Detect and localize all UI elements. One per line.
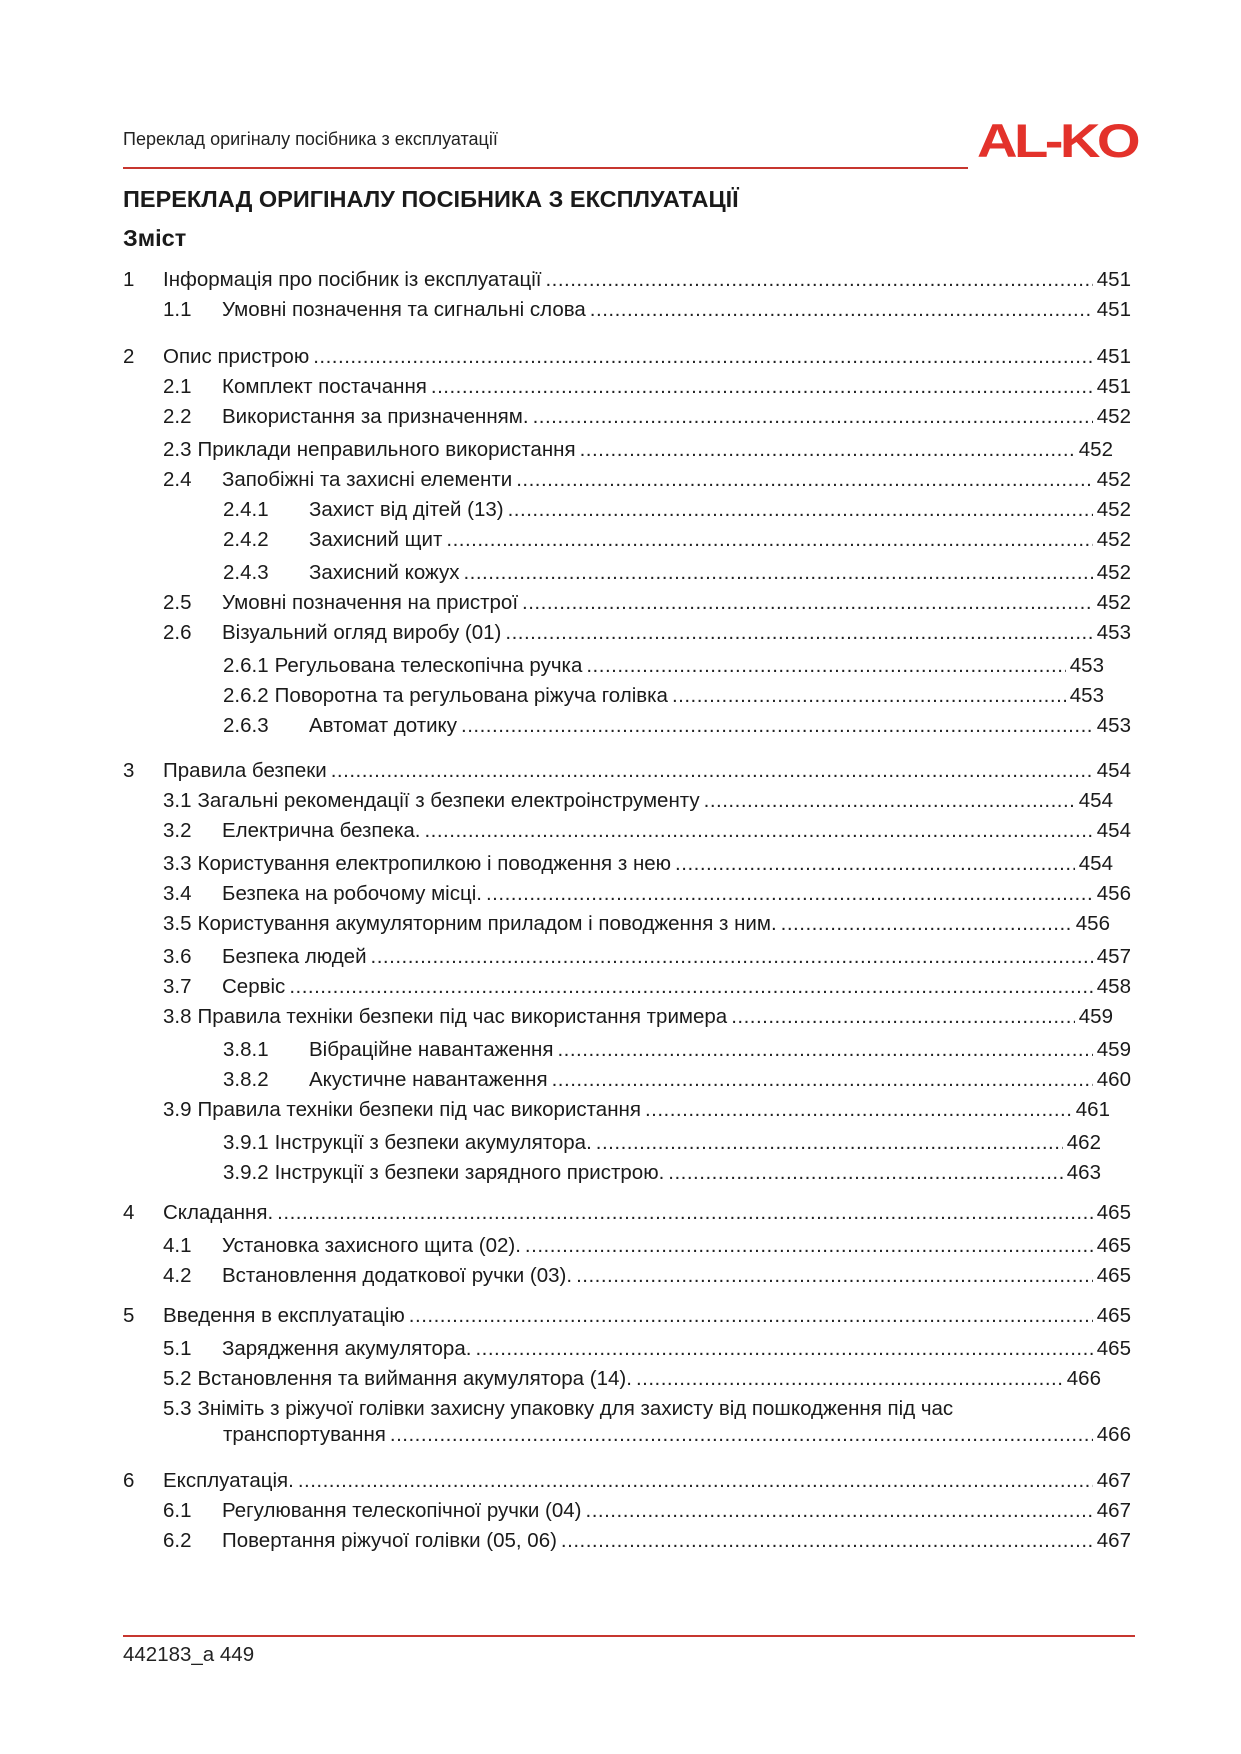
dot-leader xyxy=(475,1337,1092,1361)
toc-label: Поворотна та регульована ріжуча голівка xyxy=(274,684,668,707)
dot-leader xyxy=(561,1529,1093,1553)
toc-number: 2 xyxy=(123,345,135,368)
toc-number: 2.6.1 xyxy=(223,654,269,677)
toc-number: 2.4.3 xyxy=(223,561,269,584)
toc-entry-line xyxy=(223,1038,1131,1062)
toc-page-number: 452 xyxy=(1096,468,1131,491)
toc-entry[interactable] xyxy=(223,714,1131,738)
toc-entry[interactable] xyxy=(163,1397,1131,1447)
toc-number: 3.2 xyxy=(163,819,192,842)
toc-label: Безпека людей xyxy=(222,945,367,968)
toc-number: 2.3 xyxy=(163,438,192,461)
toc-entry[interactable] xyxy=(223,1038,1131,1062)
dot-leader xyxy=(298,1469,1093,1493)
toc-entry[interactable] xyxy=(163,298,1131,322)
toc-page-number: 453 xyxy=(1069,684,1104,707)
dot-leader xyxy=(431,375,1093,399)
toc-page-number: 452 xyxy=(1096,528,1131,551)
toc-entry[interactable] xyxy=(163,1098,1110,1122)
dot-leader xyxy=(704,789,1075,813)
dot-leader xyxy=(636,1367,1063,1391)
toc-entry[interactable] xyxy=(163,945,1131,969)
toc-entry[interactable] xyxy=(163,1337,1131,1361)
toc-page-number: 465 xyxy=(1096,1337,1131,1360)
toc-number: 2.6.3 xyxy=(223,714,269,737)
toc-page-number: 466 xyxy=(1066,1367,1101,1390)
toc-entry-line xyxy=(163,375,1131,399)
toc-label: Правила безпеки xyxy=(163,759,327,782)
dot-leader xyxy=(545,268,1092,292)
toc-entry-line xyxy=(163,1234,1131,1258)
dot-leader xyxy=(533,405,1093,429)
toc-entry[interactable] xyxy=(163,621,1131,645)
toc-entry-line xyxy=(163,438,1113,462)
toc-label: Установка захисного щита (02). xyxy=(222,1234,521,1257)
toc-number: 3.8.1 xyxy=(223,1038,269,1061)
toc-entry-line xyxy=(163,591,1131,615)
toc-entry[interactable] xyxy=(163,591,1131,615)
toc-page-number: 452 xyxy=(1096,405,1131,428)
toc-number: 2.5 xyxy=(163,591,192,614)
toc-entry-line xyxy=(163,1529,1131,1553)
dot-leader xyxy=(486,882,1093,906)
toc-entry-line xyxy=(123,345,1131,369)
dot-leader xyxy=(580,438,1075,462)
toc-label: Інструкції з безпеки акумулятора. xyxy=(274,1131,592,1154)
toc-entry[interactable] xyxy=(163,852,1113,876)
toc-entry[interactable] xyxy=(223,1131,1101,1155)
toc-entry-line xyxy=(163,975,1131,999)
toc-entry[interactable] xyxy=(223,684,1104,708)
toc-number: 3.9.1 xyxy=(223,1131,269,1154)
toc-page-number: 454 xyxy=(1078,852,1113,875)
toc-page-number: 451 xyxy=(1096,268,1131,291)
toc-entry-line xyxy=(163,621,1131,645)
toc-entry-line xyxy=(123,759,1131,783)
dot-leader xyxy=(645,1098,1072,1122)
toc-page-number: 459 xyxy=(1078,1005,1113,1028)
toc-number: 1 xyxy=(123,268,135,291)
dot-leader xyxy=(371,945,1093,969)
toc-entry[interactable] xyxy=(163,912,1110,936)
toc-page-number: 452 xyxy=(1096,561,1131,584)
toc-label: Автомат дотику xyxy=(309,714,458,737)
toc-entry[interactable] xyxy=(163,975,1131,999)
toc-entry[interactable] xyxy=(163,1005,1113,1029)
toc-entry[interactable] xyxy=(223,528,1131,552)
dot-leader xyxy=(390,1423,1093,1447)
toc-label: Умовні позначення на пристрої xyxy=(222,591,519,614)
dot-leader xyxy=(446,528,1092,552)
dot-leader xyxy=(731,1005,1075,1029)
toc-entry-line xyxy=(223,1161,1101,1185)
toc-entry[interactable] xyxy=(123,1304,1131,1328)
toc-entry[interactable] xyxy=(163,1499,1131,1523)
toc-entry-line xyxy=(223,684,1104,708)
toc-label: Складання. xyxy=(163,1201,274,1224)
toc-label: Правила техніки безпеки під час використання тримера xyxy=(197,1005,728,1028)
toc-number: 5.2 xyxy=(163,1367,192,1390)
toc-page-number: 452 xyxy=(1096,498,1131,521)
toc-entry[interactable] xyxy=(163,882,1131,906)
page-title: ПЕРЕКЛАД ОРИГІНАЛУ ПОСІБНИКА З ЕКСПЛУАТАЦІЇ xyxy=(123,186,739,212)
dot-leader xyxy=(516,468,1093,492)
toc-label: Опис пристрою xyxy=(163,345,310,368)
toc-entry-line xyxy=(123,1469,1131,1493)
toc-page-number: 451 xyxy=(1096,375,1131,398)
toc-entry-line xyxy=(123,1304,1131,1328)
dot-leader xyxy=(522,591,1093,615)
toc-label: Захисний кожух xyxy=(309,561,460,584)
toc-label: Безпека на робочому місці. xyxy=(222,882,482,905)
toc-entry[interactable] xyxy=(163,375,1131,399)
toc-label: Умовні позначення та сигнальні слова xyxy=(222,298,586,321)
toc-entry[interactable] xyxy=(163,405,1131,429)
toc-entry[interactable] xyxy=(223,498,1131,522)
toc-label: Введення в експлуатацію xyxy=(163,1304,405,1327)
toc-number: 4 xyxy=(123,1201,135,1224)
toc-number: 3.9.2 xyxy=(223,1161,269,1184)
toc-label: Електрична безпека. xyxy=(222,819,421,842)
toc-label: Правила техніки безпеки під час використання xyxy=(197,1098,641,1121)
toc-page-number: 452 xyxy=(1096,591,1131,614)
toc-entry-line xyxy=(163,1397,1131,1421)
toc-entry-line xyxy=(163,1423,1131,1447)
dot-leader xyxy=(463,561,1092,585)
toc-entry-line xyxy=(163,789,1113,813)
toc-label: Регулювання телескопічної ручки (04) xyxy=(222,1499,582,1522)
dot-leader xyxy=(508,498,1093,522)
toc-number: 5.3 xyxy=(163,1397,192,1420)
toc-number: 2.4.1 xyxy=(223,498,269,521)
toc-entry[interactable] xyxy=(163,789,1113,813)
toc-page-number: 465 xyxy=(1096,1304,1131,1327)
toc-number: 3.6 xyxy=(163,945,192,968)
dot-leader xyxy=(576,1264,1093,1288)
toc-number: 3.9 xyxy=(163,1098,192,1121)
toc-page-number: 454 xyxy=(1078,789,1113,812)
toc-entry-line xyxy=(223,654,1104,678)
dot-leader xyxy=(668,1161,1063,1185)
toc-entry[interactable] xyxy=(163,1529,1131,1553)
toc-number: 6 xyxy=(123,1469,135,1492)
toc-page-number: 457 xyxy=(1096,945,1131,968)
toc-entry[interactable] xyxy=(163,468,1131,492)
dot-leader xyxy=(331,759,1093,783)
toc-label: Зарядження акумулятора. xyxy=(222,1337,472,1360)
toc-label: Візуальний огляд виробу (01) xyxy=(222,621,502,644)
toc-label: Приклади неправильного використання xyxy=(197,438,576,461)
toc-entry-line xyxy=(123,268,1131,292)
toc-entry[interactable] xyxy=(123,268,1131,292)
toc-page-number: 453 xyxy=(1096,714,1131,737)
toc-label: Інструкції з безпеки зарядного пристрою. xyxy=(274,1161,665,1184)
toc-label: Акустичне навантаження xyxy=(309,1068,548,1091)
toc-page-number: 467 xyxy=(1096,1469,1131,1492)
toc-entry[interactable] xyxy=(223,1068,1131,1092)
toc-page-number: 452 xyxy=(1078,438,1113,461)
toc-label: Інформація про посібник із експлуатації xyxy=(163,268,542,291)
toc-entry[interactable] xyxy=(163,438,1113,462)
dot-leader xyxy=(557,1038,1092,1062)
toc-number: 4.1 xyxy=(163,1234,192,1257)
dot-leader xyxy=(586,1499,1093,1523)
toc-entry[interactable] xyxy=(163,819,1131,843)
toc-entry[interactable] xyxy=(123,1469,1131,1493)
page-footer: 442183_a 449 xyxy=(123,1643,255,1666)
toc-entry-line xyxy=(163,1005,1113,1029)
dot-leader xyxy=(781,912,1072,936)
dot-leader xyxy=(672,684,1066,708)
toc-entry-line xyxy=(223,1068,1131,1092)
toc-entry-line xyxy=(223,498,1131,522)
toc-entry-line xyxy=(163,1367,1101,1391)
toc-page-number: 460 xyxy=(1096,1068,1131,1091)
toc-number: 2.6 xyxy=(163,621,192,644)
toc-entry-line xyxy=(163,1499,1131,1523)
toc-number: 3.4 xyxy=(163,882,192,905)
toc-label: Захист від дітей (13) xyxy=(309,498,504,521)
toc-page-number: 466 xyxy=(1096,1423,1131,1446)
toc-page-number: 465 xyxy=(1096,1234,1131,1257)
toc-entry-line xyxy=(163,1264,1131,1288)
toc-number: 6.2 xyxy=(163,1529,192,1552)
toc-label: транспортування xyxy=(223,1423,386,1446)
toc-entry-line xyxy=(223,714,1131,738)
toc-entry-line xyxy=(163,298,1131,322)
toc-number: 2.4 xyxy=(163,468,192,491)
dot-leader xyxy=(596,1131,1063,1155)
dot-leader xyxy=(424,819,1092,843)
dot-leader xyxy=(277,1201,1093,1225)
toc-entry[interactable] xyxy=(163,1367,1101,1391)
toc-entry-line xyxy=(163,1337,1131,1361)
toc-entry[interactable] xyxy=(123,759,1131,783)
toc-number: 5.1 xyxy=(163,1337,192,1360)
dot-leader xyxy=(586,654,1065,678)
toc-entry-line xyxy=(163,405,1131,429)
toc-number: 6.1 xyxy=(163,1499,192,1522)
toc-entry-line xyxy=(223,561,1131,585)
dot-leader xyxy=(590,298,1093,322)
toc-number: 3.7 xyxy=(163,975,192,998)
toc-entry-line xyxy=(163,852,1113,876)
toc-number: 3 xyxy=(123,759,135,782)
toc-entry-line xyxy=(163,882,1131,906)
toc-page-number: 456 xyxy=(1075,912,1110,935)
toc-label: Комплект постачання xyxy=(222,375,427,398)
dot-leader xyxy=(675,852,1075,876)
toc-page-number: 467 xyxy=(1096,1499,1131,1522)
logo-text: AL-KO xyxy=(977,116,1139,164)
toc-label: Сервіс xyxy=(222,975,286,998)
toc-label: Загальні рекомендації з безпеки електроінструменту xyxy=(197,789,700,812)
toc-label: Регульована телескопічна ручка xyxy=(274,654,583,677)
toc-entry-line xyxy=(123,1201,1131,1225)
toc-entry-line xyxy=(163,468,1131,492)
toc-entry-line xyxy=(163,819,1131,843)
dot-leader xyxy=(525,1234,1093,1258)
toc-page-number: 461 xyxy=(1075,1098,1110,1121)
toc-number: 3.3 xyxy=(163,852,192,875)
toc-page-number: 453 xyxy=(1096,621,1131,644)
toc-page-number: 453 xyxy=(1069,654,1104,677)
dot-leader xyxy=(552,1068,1093,1092)
toc-entry[interactable] xyxy=(123,1201,1131,1225)
running-header: Переклад оригіналу посібника з експлуатації xyxy=(123,129,498,149)
toc-page-number: 451 xyxy=(1096,298,1131,321)
dot-leader xyxy=(461,714,1093,738)
toc-entry[interactable] xyxy=(123,345,1131,369)
toc-number: 4.2 xyxy=(163,1264,192,1287)
toc-page-number: 454 xyxy=(1096,759,1131,782)
toc-entry[interactable] xyxy=(223,1161,1101,1185)
toc-page-number: 467 xyxy=(1096,1529,1131,1552)
toc-number: 2.4.2 xyxy=(223,528,269,551)
dot-leader xyxy=(313,345,1093,369)
toc-label: Зніміть з ріжучої голівки захисну упаковку для захисту від пошкодження під час xyxy=(197,1397,954,1420)
toc-label: Встановлення та виймання акумулятора (14). xyxy=(197,1367,632,1390)
toc-page-number: 458 xyxy=(1096,975,1131,998)
toc-entry[interactable] xyxy=(223,561,1131,585)
toc-entry-line xyxy=(163,945,1131,969)
toc-label: Експлуатація. xyxy=(163,1469,294,1492)
toc-entry-line xyxy=(163,1098,1110,1122)
toc-label: Встановлення додаткової ручки (03). xyxy=(222,1264,573,1287)
toc-page-number: 465 xyxy=(1096,1264,1131,1287)
contents-heading: Зміст xyxy=(123,225,187,251)
toc-entry-line xyxy=(223,528,1131,552)
toc-page-number: 454 xyxy=(1096,819,1131,842)
toc-number: 3.8 xyxy=(163,1005,192,1028)
footer-rule xyxy=(123,1635,1135,1637)
toc-label: Користування електропилкою і поводження з нею xyxy=(197,852,672,875)
toc-number: 2.1 xyxy=(163,375,192,398)
toc-number: 3.1 xyxy=(163,789,192,812)
toc-entry[interactable] xyxy=(163,1234,1131,1258)
toc-label: Захисний щит xyxy=(309,528,443,551)
toc-page-number: 465 xyxy=(1096,1201,1131,1224)
toc-entry[interactable] xyxy=(163,1264,1131,1288)
toc-label: Користування акумуляторним приладом і поводження з ним. xyxy=(197,912,777,935)
toc-page-number: 462 xyxy=(1066,1131,1101,1154)
dot-leader xyxy=(505,621,1092,645)
toc-entry-line xyxy=(223,1131,1101,1155)
toc-number: 2.6.2 xyxy=(223,684,269,707)
dot-leader xyxy=(289,975,1092,999)
toc-label: Запобіжні та захисні елементи xyxy=(222,468,513,491)
toc-entry-line xyxy=(163,912,1110,936)
toc-label: Використання за призначенням. xyxy=(222,405,529,428)
toc-entry[interactable] xyxy=(223,654,1104,678)
toc-page-number: 459 xyxy=(1096,1038,1131,1061)
toc-number: 3.5 xyxy=(163,912,192,935)
toc-page-number: 456 xyxy=(1096,882,1131,905)
toc-page-number: 451 xyxy=(1096,345,1131,368)
toc-number: 2.2 xyxy=(163,405,192,428)
toc-page-number: 463 xyxy=(1066,1161,1101,1184)
toc-number: 1.1 xyxy=(163,298,192,321)
toc-number: 3.8.2 xyxy=(223,1068,269,1091)
toc-label: Вібраційне навантаження xyxy=(309,1038,554,1061)
toc-label: Повертання ріжучої голівки (05, 06) xyxy=(222,1529,557,1552)
toc-number: 5 xyxy=(123,1304,135,1327)
dot-leader xyxy=(409,1304,1093,1328)
